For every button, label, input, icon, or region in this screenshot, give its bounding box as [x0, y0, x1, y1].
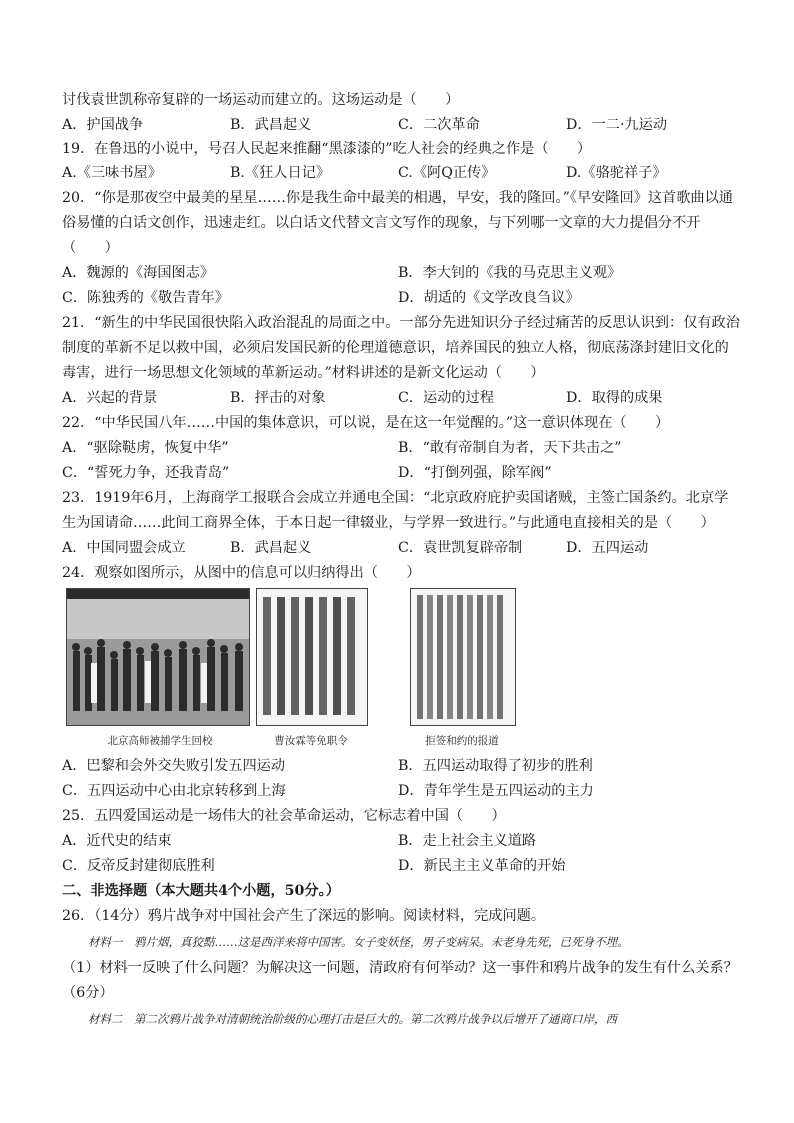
- q22-option-d: D．“打倒列强，除军阀”: [398, 465, 552, 481]
- q21-stem-line2: 制度的革新不足以救中国，必须启发国民新的伦理道德意识，培养国民的独立人格，彻底荡涤封建旧文化的: [62, 340, 729, 356]
- q25-option-a: A．近代史的结束: [62, 833, 172, 849]
- q24-option-a: A．巴黎和会外交失败引发五四运动: [62, 758, 286, 774]
- q25-option-c: C．反帝反封建彻底胜利: [62, 858, 215, 874]
- photo2-caption: 曹汝霖等免职令: [274, 735, 348, 747]
- q19-stem: 19．在鲁迅的小说中，号召人民起来推翻“黑漆漆的”吃人社会的经典之作是（ ）: [62, 141, 592, 157]
- q21-option-b: B．抨击的对象: [230, 390, 326, 406]
- q23-option-b: B．武昌起义: [230, 540, 312, 556]
- q19-option-a: A.《三味书屋》: [62, 165, 162, 181]
- q18-stem-tail: 讨伐袁世凯称帝复辟的一场运动而建立的。这场运动是（ ）: [62, 92, 460, 108]
- q21-stem-line1: 21．“新生的中华民国很快陷入政治混乱的局面之中。一部分先进知识分子经过痛苦的反思认识到：仅有政治: [62, 315, 740, 331]
- q23-option-a: A．中国同盟会成立: [62, 540, 186, 556]
- q24-stem: 24．观察如图所示，从图中的信息可以归纳得出（ ）: [62, 565, 421, 581]
- q25-option-d: D．新民主主义革命的开始: [398, 858, 566, 874]
- q24-option-d: D．青年学生是五四运动的主力: [398, 783, 594, 799]
- material-two: 材料二 第二次鸦片战争对清朝统治阶级的心理打击是巨大的。第二次鸦片战争以后增开了通商口岸，西: [88, 1012, 617, 1026]
- q21-option-c: C．运动的过程: [398, 390, 494, 406]
- q19-option-c: C.《阿Q正传》: [398, 165, 496, 181]
- section-two-heading: 二、非选择题（本大题共4个小题，50分。）: [62, 883, 340, 899]
- q20-option-a: A．魏源的《海国图志》: [62, 265, 215, 281]
- q22-option-b: B．“敢有帝制自为者，天下共击之”: [398, 440, 622, 456]
- q23-option-d: D．五四运动: [566, 540, 649, 556]
- q21-option-a: A．兴起的背景: [62, 390, 158, 406]
- q20-stem-line3: （ ）: [62, 240, 119, 256]
- q25-stem: 25．五四爱国运动是一场伟大的社会革命运动，它标志着中国（ ）: [62, 808, 506, 824]
- q24-option-b: B．五四运动取得了初步的胜利: [398, 758, 593, 774]
- q22-option-a: A．“驱除鞑虏，恢复中华”: [62, 440, 229, 456]
- q18-option-c: C．二次革命: [398, 117, 480, 133]
- photo-students-return: [66, 588, 250, 726]
- photo1-caption: 北京高师被捕学生回校: [107, 735, 213, 747]
- q23-stem-line2: 生为国请命……此间工商界全体，于本日起一律辍业，与学界一致进行。”与此通电直接相关的是（ ）: [62, 515, 715, 531]
- q20-option-d: D．胡适的《文学改良刍议》: [398, 290, 580, 306]
- q22-stem: 22．“中华民国八年……中国的集体意识，可以说，是在这一年觉醒的。”这一意识体现在（ ）: [62, 415, 670, 431]
- material-one: 材料一 鸦片烟，真狡黠……这是西洋来将中国害。女子变妖怪，男子变病呆。未老身先死，已死身不埋。: [88, 935, 629, 949]
- photo-dismissal-order: [256, 588, 368, 726]
- q23-option-c: C．袁世凯复辟帝制: [398, 540, 523, 556]
- crowd-photo-illustration: [67, 589, 249, 725]
- photo-refuse-treaty-report: [410, 588, 516, 726]
- q26-stem: 26．（14分）鸦片战争对中国社会产生了深远的影响。阅读材料，完成问题。: [62, 908, 546, 924]
- q26-sub1-line1: （1）材料一反映了什么问题？为解决这一问题，清政府有何举动？这一事件和鸦片战争的发生有什么关系？: [62, 960, 738, 976]
- q22-option-c: C．“誓死力争，还我青岛”: [62, 465, 230, 481]
- q18-option-d: D．一二·九运动: [566, 117, 668, 133]
- q19-option-d: D.《骆驼祥子》: [566, 165, 667, 181]
- q20-option-c: C．陈独秀的《敬告青年》: [62, 290, 229, 306]
- q21-option-d: D．取得的成果: [566, 390, 663, 406]
- q21-stem-line3: 毒害，进行一场思想文化领域的革新运动。”材料讲述的是新文化运动（ ）: [62, 365, 545, 381]
- q25-option-b: B．走上社会主义道路: [398, 833, 537, 849]
- report-photo-illustration: [411, 589, 515, 725]
- q20-stem-line2: 俗易懂的白话文创作，迅速走红。以白话文代替文言文写作的现象，与下列哪一文章的大力提倡分不开: [62, 215, 701, 231]
- q20-stem-line1: 20．“你是那夜空中最美的星星……你是我生命中最美的相遇，早安，我的隆回。”《早安隆回》这首歌曲以通: [62, 190, 733, 206]
- q23-stem-line1: 23．1919年6月，上海商学工报联合会成立并通电全国：“北京政府庇护卖国诸贼，主签亡国条约。北京学: [62, 490, 729, 506]
- q19-option-b: B.《狂人日记》: [230, 165, 331, 181]
- decree-photo-illustration: [257, 589, 367, 725]
- q20-option-b: B．李大钊的《我的马克思主义观》: [398, 265, 622, 281]
- q24-option-c: C．五四运动中心由北京转移到上海: [62, 783, 286, 799]
- q18-option-b: B．武昌起义: [230, 117, 312, 133]
- photo3-caption: 拒签和约的报道: [425, 735, 499, 747]
- q26-sub1-line2: （6分）: [62, 985, 114, 1001]
- q18-option-a: A．护国战争: [62, 117, 144, 133]
